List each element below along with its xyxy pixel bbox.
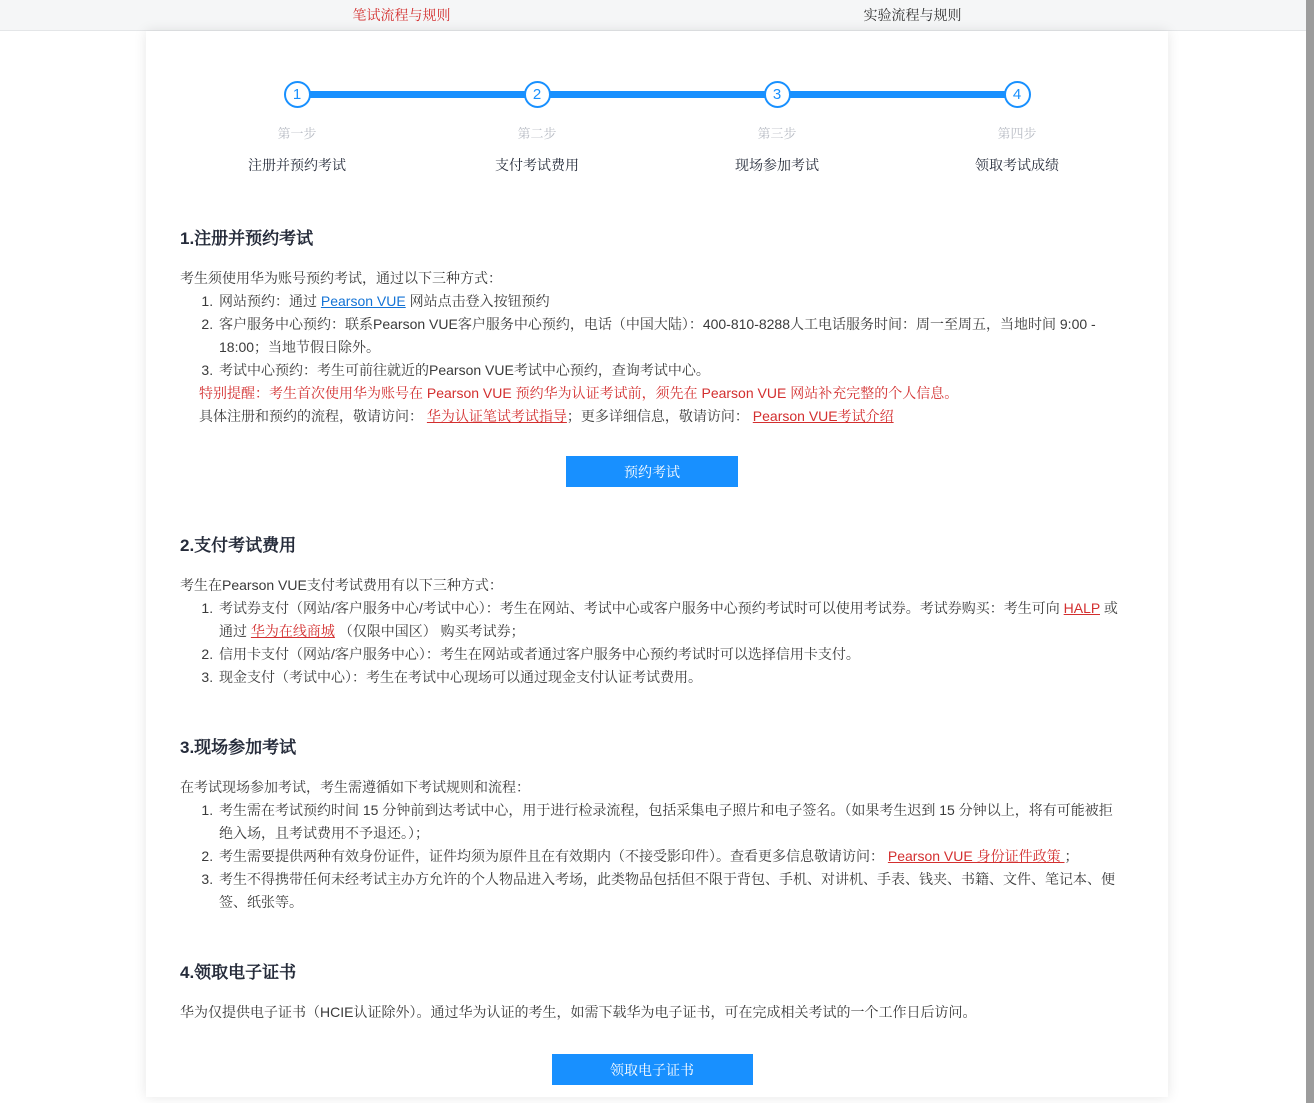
list-item bbox=[217, 845, 1124, 868]
step-4-circle: 4 bbox=[1004, 81, 1031, 108]
pearson-vue-intro-link[interactable]: Pearson VUE考试介绍 bbox=[752, 408, 894, 424]
list-item: 3. 考试中心预约：考生可前往就近的Pearson VUE考试中心预约，查询考试中心。 bbox=[217, 359, 1124, 382]
step-3-label: 第三步 bbox=[757, 126, 797, 141]
step-2 bbox=[417, 81, 657, 175]
top-tab-bar-inner bbox=[146, 0, 1168, 30]
main-content-card bbox=[146, 31, 1168, 1097]
item-text: ； bbox=[1064, 848, 1079, 864]
written-exam-guide-link[interactable]: 华为认证笔试考试指导 bbox=[426, 408, 567, 424]
rules-content bbox=[146, 227, 1168, 1085]
section-get-e-certificate bbox=[180, 961, 1124, 1085]
list-item: 3. 现金支付（考试中心）：考生在考试中心现场可以通过现金支付认证考试费用。 bbox=[217, 666, 1124, 689]
list-item: 1. 考生需在考试预约时间 15 分钟前到达考试中心，用于进行检录流程，包括采集电子照片和电子签名。（如果考生迟到 15 分钟以上，将有可能被拒绝入场，且考试费用不予退还。）； bbox=[217, 799, 1124, 845]
item-text: 网站预约：通过 bbox=[219, 293, 321, 309]
halp-link[interactable]: HALP bbox=[1063, 600, 1100, 616]
get-certificate-button[interactable]: 领取电子证书 bbox=[552, 1054, 753, 1085]
item-text: （仅限中国区） 购买考试券； bbox=[334, 623, 525, 639]
tab-lab-exam-rules[interactable]: 实验流程与规则 bbox=[863, 7, 962, 23]
section-2-intro: 考生在Pearson VUE支付考试费用有以下三种方式： bbox=[180, 577, 503, 593]
list-item: 2. 客户服务中心预约：联系Pearson VUE客户服务中心预约，电话（中国大陆）：400-810-8288人工电话服务时间：周一至周五，当地时间 9:00 - 18:00；当地节假日除外。 bbox=[217, 313, 1124, 359]
list-item: 2. 信用卡支付（网站/客户服务中心）：考生在网站或者通过客户服务中心预约考试时可以选择信用卡支付。 bbox=[217, 643, 1124, 666]
pearson-vue-link[interactable]: Pearson VUE bbox=[320, 293, 406, 309]
section-attend-exam-onsite bbox=[180, 736, 1124, 914]
list-item: 3. 考生不得携带任何未经考试主办方允许的个人物品进入考场，此类物品包括但不限于背包、手机、对讲机、手表、钱夹、书籍、文件、笔记本、便签、纸张等。 bbox=[217, 868, 1124, 914]
step-3-title: 现场参加考试 bbox=[735, 157, 819, 173]
huawei-online-store-link[interactable]: 华为在线商城 bbox=[250, 623, 335, 639]
step-2-circle: 2 bbox=[524, 81, 551, 108]
step-3-circle: 3 bbox=[764, 81, 791, 108]
section-1-heading: 1.注册并预约考试 bbox=[180, 229, 314, 248]
section-2-list bbox=[180, 597, 1124, 689]
id-policy-link[interactable]: Pearson VUE 身份证件政策 bbox=[887, 848, 1065, 864]
step-2-label: 第二步 bbox=[517, 126, 557, 141]
item-text: 网站点击登入按钮预约 bbox=[405, 293, 550, 309]
book-exam-button[interactable]: 预约考试 bbox=[566, 456, 738, 487]
section-2-heading: 2.支付考试费用 bbox=[180, 536, 297, 555]
step-2-title: 支付考试费用 bbox=[495, 157, 579, 173]
exam-steps-stepper bbox=[177, 31, 1137, 175]
step-1-title: 注册并预约考试 bbox=[248, 157, 346, 173]
section-1-intro: 考生须使用华为账号预约考试，通过以下三种方式： bbox=[180, 270, 502, 286]
stepper-steps bbox=[177, 81, 1137, 175]
step-3 bbox=[657, 81, 897, 175]
note-text: ；更多详细信息，敬请访问： bbox=[566, 408, 753, 424]
section-4-heading: 4.领取电子证书 bbox=[180, 963, 297, 982]
item-text: 或通过 bbox=[219, 600, 1118, 639]
note-text: 具体注册和预约的流程，敬请访问： bbox=[199, 408, 427, 424]
section-1-list bbox=[180, 290, 1124, 382]
list-item bbox=[217, 290, 1124, 313]
step-1 bbox=[177, 81, 417, 175]
step-4-label: 第四步 bbox=[997, 126, 1037, 141]
section-3-list bbox=[180, 799, 1124, 914]
tab-written-exam-rules[interactable]: 笔试流程与规则 bbox=[352, 7, 451, 23]
section-register-and-book bbox=[180, 227, 1124, 487]
top-tab-bar bbox=[0, 0, 1314, 31]
list-item bbox=[217, 597, 1124, 643]
item-text: 考生需要提供两种有效身份证件，证件均须为原件且在有效期内（不接受影印件）。查看更多信息敬请访问： bbox=[219, 848, 888, 864]
registration-guide-note bbox=[199, 405, 1124, 428]
section-3-heading: 3.现场参加考试 bbox=[180, 738, 297, 757]
section-pay-exam-fee bbox=[180, 534, 1124, 689]
section-3-intro: 在考试现场参加考试，考生需遵循如下考试规则和流程： bbox=[180, 779, 530, 795]
item-text: 考试券支付（网站/客户服务中心/考试中心）：考生在网站、考试中心或客户服务中心预约考试时可以使用考试券。考试券购买：考生可向 bbox=[219, 600, 1064, 616]
step-4 bbox=[897, 81, 1137, 175]
page-scrollbar[interactable] bbox=[1306, 0, 1314, 1103]
step-1-circle: 1 bbox=[284, 81, 311, 108]
step-1-label: 第一步 bbox=[277, 126, 317, 141]
special-reminder-note: 特别提醒：考生首次使用华为账号在 Pearson VUE 预约华为认证考试前，须先在 Pearson VUE 网站补充完整的个人信息。 bbox=[199, 385, 959, 401]
step-4-title: 领取考试成绩 bbox=[975, 157, 1059, 173]
section-4-intro: 华为仅提供电子证书（HCIE认证除外）。通过华为认证的考生，如需下载华为电子证书，可在完成相关考试的一个工作日后访问。 bbox=[180, 1004, 977, 1020]
